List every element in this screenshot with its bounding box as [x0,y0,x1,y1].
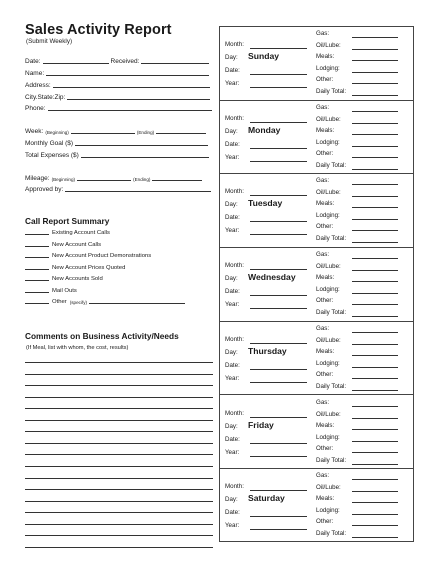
comment-line[interactable] [25,420,213,421]
monthly-goal-label: Monthly Goal ($) [25,140,74,147]
name-field[interactable] [46,75,209,76]
call-count-field[interactable] [25,246,49,247]
other-label: Other: [316,149,334,157]
comment-line[interactable] [25,512,213,513]
mileage-label: Mileage: [25,175,50,182]
day-name: Wednesday [248,272,296,283]
oil-lube-label: Oil/Lube: [316,42,341,49]
year-field[interactable] [250,308,307,309]
year-field[interactable] [250,529,307,530]
date-field[interactable] [250,443,307,444]
lodging-label: Lodging: [316,138,340,146]
meals-field[interactable] [352,60,398,61]
other-label: Other: [316,518,334,526]
year-field[interactable] [250,87,307,88]
date-label: Date: [225,509,240,517]
oil-lube-field[interactable] [352,270,398,271]
mileage-ending-field[interactable] [152,180,202,181]
month-field[interactable] [250,269,307,270]
date-field[interactable] [43,63,109,64]
other-label: Other: [316,223,334,231]
address-label: Address: [25,82,51,89]
call-count-field[interactable] [25,280,49,281]
year-label: Year: [225,374,240,382]
day-name: Tuesday [248,198,283,209]
meals-label: Meals: [316,53,335,60]
gas-field[interactable] [352,111,398,112]
date-received-row [25,55,211,65]
comments-heading: Comments on Business Activity/Needs [25,331,179,341]
day-name: Thursday [248,345,287,356]
daily-total-label: Daily Total: [316,456,347,464]
comment-line[interactable] [25,374,213,375]
address-field[interactable] [53,87,210,88]
comments-note: (If Meal, list with whom, the cost, results) [26,345,129,351]
date-label: Date: [225,288,240,296]
oil-lube-label: Oil/Lube: [316,484,341,492]
week-ending-field[interactable] [156,133,206,134]
year-field[interactable] [250,161,307,162]
comment-line[interactable] [25,501,213,502]
daily-total-field[interactable] [352,390,398,391]
lodging-field[interactable] [352,219,398,220]
city-state-zip-label: City.State:Zip: [25,94,66,101]
meals-field[interactable] [352,281,398,282]
month-field[interactable] [250,195,307,196]
oil-lube-field[interactable] [352,491,398,492]
date-label: Date: [225,140,240,148]
day-box-saturday [220,469,413,543]
call-item-label: New Account Product Demonstrations [52,253,152,259]
report-subtitle: (Submit Weekly) [26,38,73,45]
year-field[interactable] [250,456,307,457]
gas-label: Gas: [316,472,330,480]
call-item-label: Existing Account Calls [52,230,110,236]
other-label: Other: [316,297,334,305]
day-name: Monday [248,124,281,135]
date-field[interactable] [250,295,307,296]
year-label: Year: [225,227,240,235]
week-beginning-label: (Beginning) [45,130,69,135]
year-label: Year: [225,80,240,87]
week-beginning-field[interactable] [71,133,135,134]
other-label: Other: [316,76,334,83]
total-expenses-label: Total Expenses ($) [25,152,79,159]
daily-total-label: Daily Total: [316,309,347,317]
oil-lube-field[interactable] [352,344,398,345]
mileage-ending-label: (Ending) [133,177,151,182]
month-label: Month: [225,188,244,196]
date-field[interactable] [250,221,307,222]
day-name: Sunday [248,51,280,61]
phone-field[interactable] [48,110,212,111]
date-label: Date: [225,361,240,369]
gas-label: Gas: [316,324,330,332]
gas-field[interactable] [352,258,398,259]
call-count-field[interactable] [25,269,49,270]
day-box-wednesday [220,248,413,322]
other-field[interactable] [352,157,398,158]
call-item-label: Mail Outs [52,288,77,294]
day-name: Friday [248,419,274,430]
meals-label: Meals: [316,347,335,355]
phone-row [25,102,214,112]
month-field[interactable] [250,48,307,49]
daily-total-field[interactable] [352,316,398,317]
call-report-heading: Call Report Summary [25,216,110,226]
month-label: Month: [225,114,244,122]
other-specify-label: (specify) [69,300,88,305]
date-field[interactable] [250,148,307,149]
oil-lube-label: Oil/Lube: [316,115,341,123]
day-box-monday [220,101,413,175]
month-field[interactable] [250,122,307,123]
monthly-goal-field[interactable] [75,145,208,146]
lodging-label: Lodging: [316,507,340,515]
call-item-label: New Account Calls [52,242,102,248]
year-label: Year: [225,522,240,530]
week-ending-label: (Ending) [136,130,155,135]
name-row [25,67,211,77]
oil-lube-label: Oil/Lube: [316,336,341,344]
call-item-label: New Accounts Sold [52,276,103,282]
call-item [25,227,110,236]
gas-label: Gas: [316,30,330,37]
meals-label: Meals: [316,495,335,503]
daily-total-label: Daily Total: [316,235,347,243]
lodging-field[interactable] [352,441,398,442]
other-field[interactable] [352,452,398,453]
date-label: Date: [225,435,240,443]
date-field[interactable] [250,516,307,517]
month-field[interactable] [250,490,307,491]
call-count-field[interactable] [25,303,49,304]
comment-line[interactable] [25,431,213,432]
day-label: Day: [225,348,238,356]
call-count-field[interactable] [25,292,49,293]
call-item-label: New Account Prices Quoted [52,265,126,271]
day-label: Day: [225,422,238,430]
day-box-friday [220,396,413,470]
day-label: Day: [225,54,238,61]
call-item [25,273,103,282]
year-field[interactable] [250,382,307,383]
date-field[interactable] [250,74,307,75]
comment-line[interactable] [25,466,213,467]
meals-field[interactable] [352,429,398,430]
meals-label: Meals: [316,126,335,134]
daily-total-label: Daily Total: [316,382,347,390]
total-expenses-field[interactable] [81,157,209,158]
day-label: Day: [225,201,238,209]
daily-expense-panel [219,26,414,542]
daily-total-label: Daily Total: [316,161,347,169]
approved-by-row [25,183,213,193]
comment-line[interactable] [25,385,213,386]
year-label: Year: [225,301,240,309]
gas-label: Gas: [316,251,330,259]
comment-line[interactable] [25,454,213,455]
comment-line[interactable] [25,397,213,398]
call-count-field[interactable] [25,234,49,235]
day-box-tuesday [220,174,413,248]
call-item [25,285,77,294]
comment-line[interactable] [25,362,213,363]
day-box-thursday [220,322,413,396]
lodging-field[interactable] [352,146,398,147]
oil-lube-field[interactable] [352,418,398,419]
call-item-other [25,296,187,305]
lodging-field[interactable] [352,72,398,73]
year-label: Year: [225,153,240,161]
comment-line[interactable] [25,535,213,536]
lodging-field[interactable] [352,293,398,294]
day-name: Saturday [248,493,285,504]
mileage-row [25,172,204,182]
year-field[interactable] [250,234,307,235]
comment-line[interactable] [25,478,213,479]
received-label: Received: [110,58,140,65]
date-label: Date: [25,58,41,65]
total-expenses-row [25,149,211,159]
meals-label: Meals: [316,274,335,282]
lodging-label: Lodging: [316,286,340,294]
daily-total-label: Daily Total: [316,530,347,538]
monthly-goal-row [25,137,210,147]
gas-field[interactable] [352,332,398,333]
oil-lube-field[interactable] [352,123,398,124]
oil-lube-field[interactable] [352,49,398,50]
daily-total-field[interactable] [352,169,398,170]
daily-total-label: Daily Total: [316,88,347,95]
date-label: Date: [225,214,240,222]
other-specify-field[interactable] [89,303,185,304]
lodging-label: Lodging: [316,212,340,220]
oil-lube-field[interactable] [352,196,398,197]
gas-field[interactable] [352,406,398,407]
call-count-field[interactable] [25,257,49,258]
other-field[interactable] [352,83,398,84]
meals-label: Meals: [316,421,335,429]
meals-field[interactable] [352,502,398,503]
month-field[interactable] [250,417,307,418]
comment-line[interactable] [25,489,213,490]
month-label: Month: [225,41,244,48]
lodging-label: Lodging: [316,65,340,72]
daily-total-field[interactable] [352,537,398,538]
other-field[interactable] [352,304,398,305]
daily-total-field[interactable] [352,95,398,96]
year-label: Year: [225,448,240,456]
call-item [25,250,151,259]
lodging-field[interactable] [352,367,398,368]
week-row [25,125,208,135]
mileage-beginning-field[interactable] [77,180,131,181]
city-state-zip-row [25,91,212,101]
month-label: Month: [225,483,244,491]
oil-lube-label: Oil/Lube: [316,263,341,271]
month-label: Month: [225,409,244,417]
day-label: Day: [225,496,238,504]
week-label: Week: [25,128,44,135]
mileage-beginning-label: (Beginning) [51,177,76,182]
lodging-label: Lodging: [316,433,340,441]
daily-total-field[interactable] [352,464,398,465]
other-label: Other: [316,370,334,378]
comment-line[interactable] [25,408,213,409]
gas-label: Gas: [316,398,330,406]
day-label: Day: [225,275,238,283]
other-label: Other: [316,444,334,452]
oil-lube-label: Oil/Lube: [316,189,341,197]
name-label: Name: [25,70,45,77]
city-state-zip-field[interactable] [67,99,210,100]
call-item [25,262,125,271]
gas-field[interactable] [352,479,398,480]
daily-total-field[interactable] [352,242,398,243]
gas-label: Gas: [316,103,330,111]
comment-line[interactable] [25,547,213,548]
month-label: Month: [225,262,244,270]
received-field[interactable] [141,63,209,64]
comment-line[interactable] [25,524,213,525]
report-title: Sales Activity Report [25,22,172,38]
approved-by-label: Approved by: [25,186,64,193]
day-box-sunday [220,27,413,101]
gas-field[interactable] [352,37,398,38]
gas-label: Gas: [316,177,330,185]
oil-lube-label: Oil/Lube: [316,410,341,418]
meals-field[interactable] [352,134,398,135]
phone-label: Phone: [25,105,46,112]
call-item-label: Other [52,299,67,305]
lodging-label: Lodging: [316,359,340,367]
day-label: Day: [225,127,238,135]
address-row [25,79,212,89]
other-field[interactable] [352,525,398,526]
lodging-field[interactable] [352,514,398,515]
month-label: Month: [225,335,244,343]
date-label: Date: [225,67,240,74]
comment-line[interactable] [25,443,213,444]
meals-field[interactable] [352,355,398,356]
date-field[interactable] [250,369,307,370]
meals-field[interactable] [352,207,398,208]
meals-label: Meals: [316,200,335,208]
other-field[interactable] [352,378,398,379]
gas-field[interactable] [352,184,398,185]
approved-by-field[interactable] [65,191,211,192]
other-field[interactable] [352,230,398,231]
call-item [25,239,101,248]
month-field[interactable] [250,343,307,344]
